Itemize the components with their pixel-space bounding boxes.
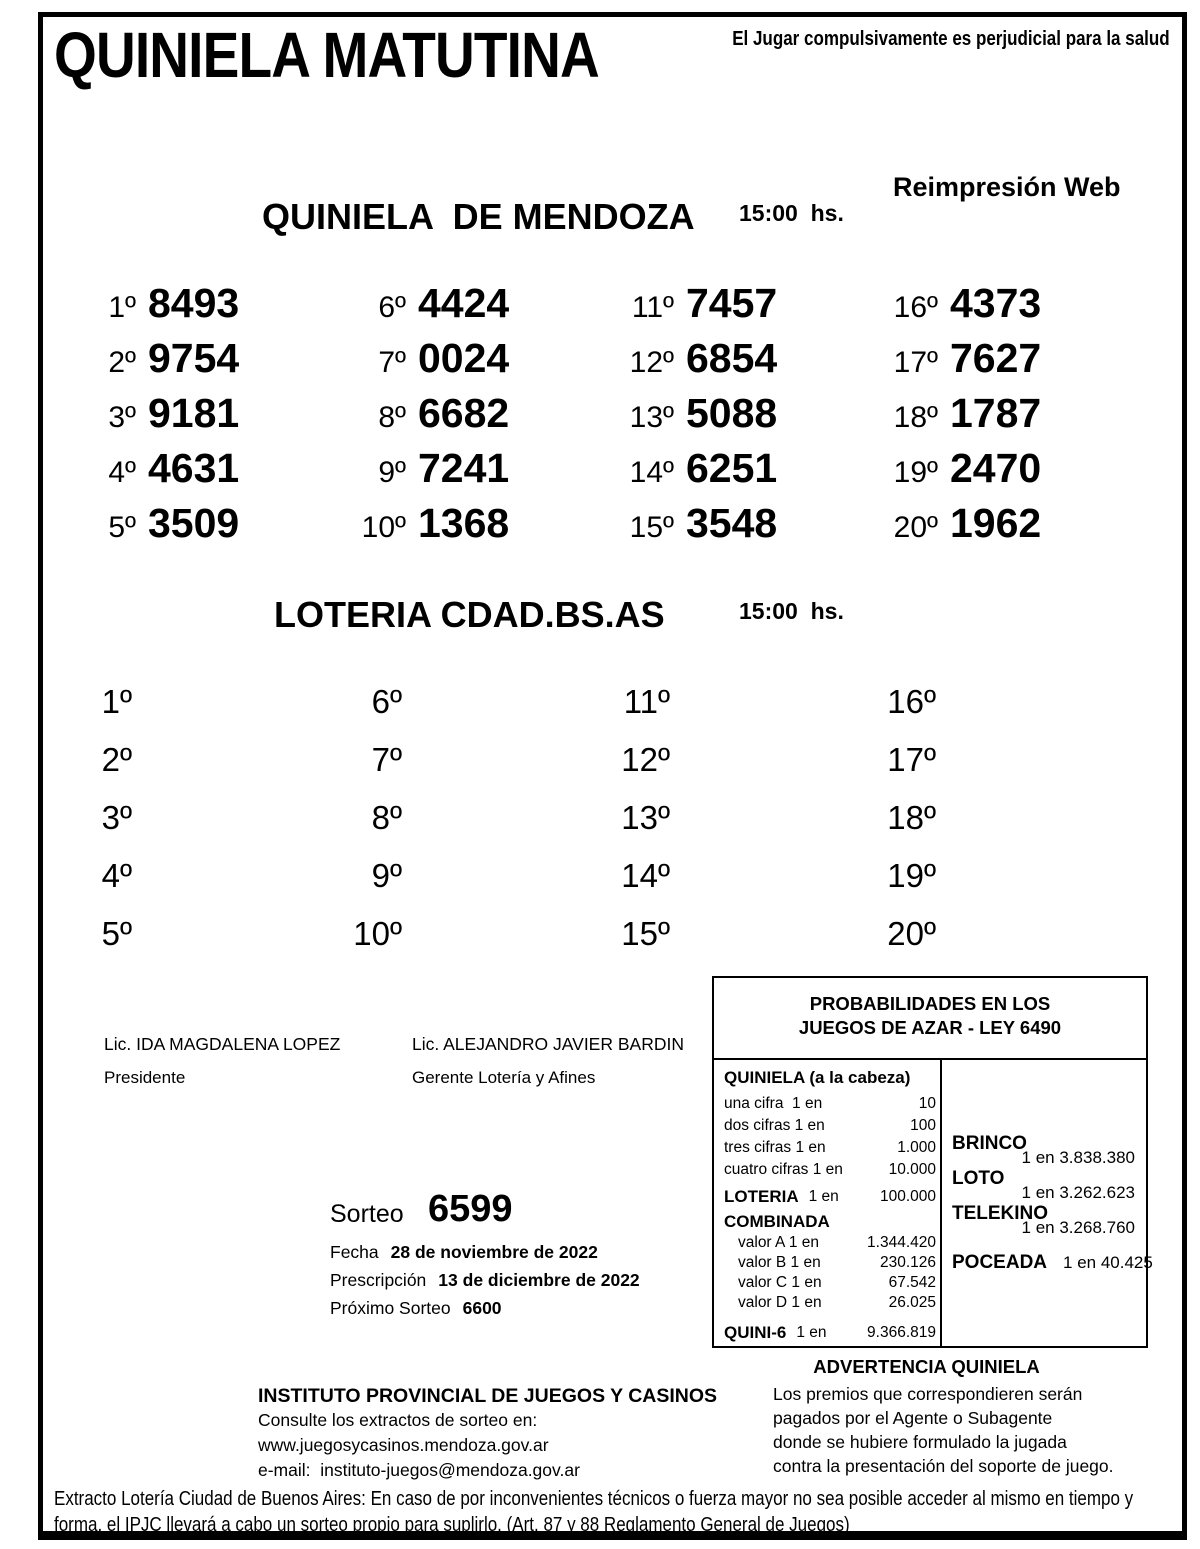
signature-manager (412, 1034, 684, 1088)
position-label: 17º (887, 741, 936, 778)
result-row (854, 500, 1041, 555)
result-number: 1787 (950, 390, 1042, 436)
result-row (322, 390, 509, 445)
position-row (586, 857, 670, 915)
loteria-positions-column-1 (48, 683, 132, 973)
result-number: 5088 (686, 390, 778, 436)
result-number: 3548 (686, 500, 778, 546)
loteria-draw-time: 15:00 hs. (739, 598, 844, 624)
result-number: 8493 (148, 280, 240, 326)
prescripcion-row: Prescripción 13 de diciembre de 2022 (330, 1270, 640, 1290)
loteria-positions-column-4 (852, 683, 936, 973)
mendoza-section-title: QUINIELA DE MENDOZA (262, 196, 695, 237)
position-row (318, 857, 402, 915)
probability-row: valor A 1 en 1.344.420 (738, 1234, 936, 1251)
signature-role: Gerente Lotería y Afines (412, 1068, 596, 1087)
result-number: 3509 (148, 500, 240, 546)
result-row (52, 500, 239, 555)
health-warning-text: El Jugar compulsivamente es perjudicial para la salud (732, 28, 1170, 50)
result-row (322, 280, 509, 335)
mendoza-results-column-4 (854, 280, 1041, 555)
game-probability: LOTO 1 en 3.262.623 (952, 1168, 1135, 1202)
poceada-probability: POCEADA 1 en 40.425 (952, 1252, 1153, 1273)
result-row (854, 390, 1041, 445)
position-label: 11º (623, 683, 670, 720)
position-row (318, 915, 402, 973)
quiniela-header: QUINIELA (a la cabeza) (724, 1068, 911, 1087)
result-position: 14º (629, 456, 674, 489)
result-position: 9º (378, 456, 406, 489)
loteria-section-title: LOTERIA CDAD.BS.AS (274, 594, 665, 635)
probability-row: cuatro cifras 1 en 10.000 (724, 1161, 936, 1178)
probabilities-title (714, 978, 1146, 1060)
position-label: 15º (621, 915, 670, 952)
result-row (52, 335, 239, 390)
position-row (48, 799, 132, 857)
position-row (852, 683, 936, 741)
probability-row: una cifra 1 en 10 (724, 1095, 936, 1112)
result-position: 19º (893, 456, 938, 489)
position-row (586, 799, 670, 857)
position-label: 1º (101, 683, 132, 720)
position-label: 7º (371, 741, 402, 778)
signature-name: Lic. ALEJANDRO JAVIER BARDIN (412, 1034, 684, 1054)
result-number: 2470 (950, 445, 1042, 491)
probability-row: valor D 1 en 26.025 (738, 1294, 936, 1311)
result-row (52, 445, 239, 500)
result-number: 4373 (950, 280, 1042, 326)
instituto-line: Consulte los extractos de sorteo en: (258, 1410, 538, 1430)
mendoza-results-column-3 (590, 280, 777, 555)
result-row (322, 335, 509, 390)
quini6-probability-row: QUINI-6 1 en 9.366.819 (724, 1323, 936, 1342)
loteria-probability-row: LOTERIA 1 en 100.000 (724, 1187, 936, 1206)
mendoza-results-column-2 (322, 280, 509, 555)
instituto-title: INSTITUTO PROVINCIAL DE JUEGOS Y CASINOS (258, 1385, 718, 1407)
advertencia-title: ADVERTENCIA QUINIELA (813, 1356, 1040, 1377)
result-position: 2º (108, 346, 136, 379)
position-row (48, 915, 132, 973)
mendoza-results-column-1 (52, 280, 239, 555)
position-row (48, 857, 132, 915)
result-position: 3º (108, 401, 136, 434)
probabilities-title-line2: JUEGOS DE AZAR - LEY 6490 (798, 1017, 1062, 1038)
position-label: 5º (101, 915, 132, 952)
signature-president (104, 1034, 340, 1088)
result-position: 5º (108, 511, 136, 544)
probability-row: valor C 1 en 67.542 (738, 1274, 936, 1291)
signature-name: Lic. IDA MAGDALENA LOPEZ (104, 1034, 341, 1054)
position-row (852, 799, 936, 857)
position-row (48, 741, 132, 799)
result-position: 16º (893, 291, 938, 324)
result-row (52, 280, 239, 335)
prescripcion-value: 13 de diciembre de 2022 (438, 1270, 640, 1290)
result-position: 6º (378, 291, 406, 324)
position-label: 18º (887, 799, 936, 836)
probabilities-left-column (724, 1068, 936, 1344)
result-number: 9181 (148, 390, 240, 436)
result-position: 7º (378, 346, 406, 379)
position-row (852, 857, 936, 915)
result-row (590, 445, 777, 500)
position-row (48, 683, 132, 741)
result-row (854, 335, 1041, 390)
probabilities-right-column (942, 1060, 1153, 1274)
result-row (322, 445, 509, 500)
result-number: 9754 (148, 335, 240, 381)
result-position: 8º (378, 401, 406, 434)
result-number: 6251 (686, 445, 778, 491)
probabilities-body (714, 1060, 1153, 1346)
loteria-positions-column-2 (318, 683, 402, 973)
result-row (590, 280, 777, 335)
position-label: 6º (371, 683, 402, 720)
position-label: 2º (101, 741, 132, 778)
result-number: 7241 (418, 445, 510, 491)
result-position: 11º (631, 291, 674, 324)
position-label: 12º (621, 741, 670, 778)
position-label: 4º (101, 857, 132, 894)
result-row (52, 390, 239, 445)
result-position: 18º (893, 401, 938, 434)
result-position: 20º (893, 511, 938, 544)
result-position: 13º (629, 401, 674, 434)
result-position: 1º (108, 291, 136, 324)
result-number: 1368 (418, 500, 510, 546)
probability-row: dos cifras 1 en 100 (724, 1117, 936, 1134)
fecha-row: Fecha 28 de noviembre de 2022 (330, 1242, 598, 1262)
sorteo-number: 6599 (428, 1188, 513, 1230)
result-row (854, 280, 1041, 335)
position-label: 20º (887, 915, 936, 952)
result-number: 7627 (950, 335, 1042, 381)
position-row (318, 741, 402, 799)
position-label: 16º (887, 683, 936, 720)
position-label: 9º (371, 857, 402, 894)
game-probability: TELEKINO 1 en 3.268.760 (952, 1203, 1135, 1237)
result-number: 1962 (950, 500, 1042, 546)
loteria-positions-column-3 (586, 683, 670, 973)
advertencia-text: Los premios que correspondieren serán pagados por el Agente o Subagente donde se hubiere formulado la jugada contra la presentación del soporte de juego. (773, 1384, 1114, 1476)
position-row (586, 741, 670, 799)
position-label: 10º (353, 915, 402, 952)
instituto-email: e-mail: instituto-juegos@mendoza.gov.ar (258, 1460, 580, 1480)
result-number: 0024 (418, 335, 510, 381)
result-row (590, 390, 777, 445)
result-position: 17º (893, 346, 938, 379)
reimpresion-web-label: Reimpresión Web (893, 172, 1121, 202)
proximo-sorteo-value: 6600 (462, 1298, 502, 1318)
position-label: 8º (371, 799, 402, 836)
position-row (852, 915, 936, 973)
game-probability: BRINCO 1 en 3.838.380 (952, 1133, 1135, 1167)
result-position: 10º (361, 511, 406, 544)
combinada-header: COMBINADA (724, 1212, 830, 1231)
result-row (854, 445, 1041, 500)
probability-row: tres cifras 1 en 1.000 (724, 1139, 936, 1156)
position-label: 19º (887, 857, 936, 894)
position-label: 13º (621, 799, 670, 836)
position-row (318, 683, 402, 741)
page-title: QUINIELA MATUTINA (54, 19, 599, 91)
position-row (586, 915, 670, 973)
probability-row: valor B 1 en 230.126 (738, 1254, 936, 1271)
result-position: 15º (629, 511, 674, 544)
position-label: 14º (621, 857, 670, 894)
fecha-value: 28 de noviembre de 2022 (390, 1242, 598, 1262)
position-label: 3º (101, 799, 132, 836)
result-row (590, 335, 777, 390)
signature-role: Presidente (104, 1068, 186, 1087)
probabilities-box (712, 976, 1153, 1348)
sorteo-label: Sorteo (330, 1200, 404, 1228)
result-number: 6682 (418, 390, 510, 436)
result-number: 6854 (686, 335, 778, 381)
footer-disclaimer: Extracto Lotería Ciudad de Buenos Aires: En caso de por inconvenientes técnicos o fuerza mayor no sea posible acceder al mismo en tiempo y forma, el IPJC llevará a cabo un sorteo propio para suplirlo. (Art. 87 y 88 Reglamento General de Juegos) (54, 1488, 1134, 1536)
result-number: 7457 (686, 280, 778, 326)
result-number: 4631 (148, 445, 240, 491)
proximo-sorteo-row: Próximo Sorteo 6600 (330, 1298, 502, 1318)
position-row (318, 799, 402, 857)
result-row (590, 500, 777, 555)
result-position: 12º (629, 346, 674, 379)
position-row (586, 683, 670, 741)
mendoza-draw-time: 15:00 hs. (739, 200, 844, 226)
position-row (852, 741, 936, 799)
result-position: 4º (108, 456, 136, 489)
probabilities-title-line1: PROBABILIDADES EN LOS (809, 993, 1051, 1014)
result-number: 4424 (418, 280, 510, 326)
result-row (322, 500, 509, 555)
instituto-website: www.juegosycasinos.mendoza.gov.ar (258, 1435, 549, 1455)
